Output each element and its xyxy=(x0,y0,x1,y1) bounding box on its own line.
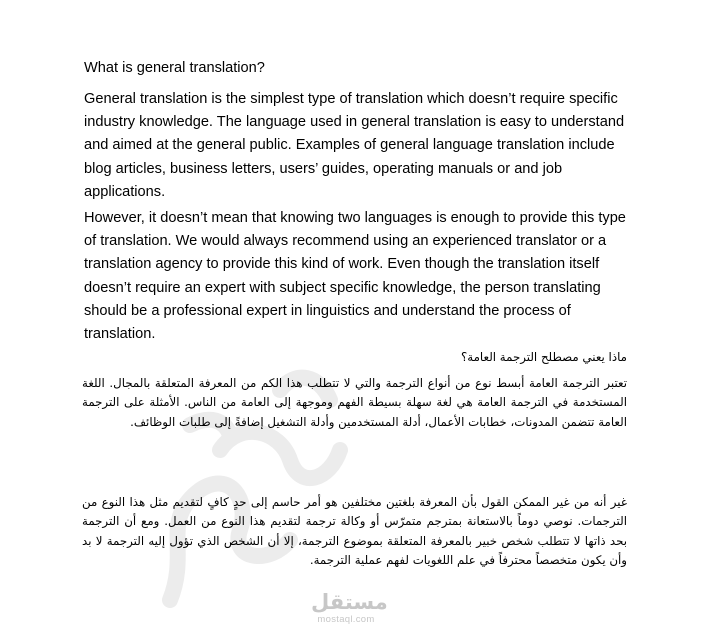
logo-wordmark: مستقل xyxy=(311,590,388,614)
mostaql-logo xyxy=(311,590,388,625)
logo-url: mostaql.com xyxy=(317,614,375,625)
english-paragraph-1: General translation is the simplest type of translation which doesn’t require specific industry knowledge. The language used in general translation is easy to understand and aimed at the general public. Examples of general language translation include blog articles, business letters, users’ guides, operating manuals or and job applications. xyxy=(84,91,625,200)
arabic-heading: ماذا يعني مصطلح الترجمة العامة؟ xyxy=(461,350,627,364)
arabic-paragraph-2: غير أنه من غير الممكن القول بأن المعرفة بلغتين مختلفين هو أمر حاسم إلى حدٍ كافٍ لتقديم مثل هذا النوع من الترجمات. نوصي دوماً بالاستعانة بمترجم متمرّس أو وكالة ترجمة لتقديم هذا النوع من العمل. ومع أن الترجمة بحد ذاتها لا تتطلب شخص خبير بالمعرفة المتعلقة بموضوع الترجمة، إلا أن الشخص الذي تؤول إليه الترجمة لا بد وأن يكون متخصصاً محترفاً في علم اللغويات لفهم عملية الترجمة. xyxy=(82,495,627,568)
english-heading: What is general translation? xyxy=(84,60,265,76)
arabic-paragraph-1: تعتبر الترجمة العامة أبسط نوع من أنواع الترجمة والتي لا تتطلب هذا الكم من المعرفة المتعلقة بالمجال. اللغة المستخدمة في الترجمة العامة هي لغة سهلة بسيطة الفهم وموجهة إلى العامة من الناس. الأمثلة على الترجمة العامة تتضمن المدونات، خطابات الأعمال، أدلة المستخدمين وأدلة التشغيل إضافةً إلى طلبات الوظائف. xyxy=(82,376,627,429)
english-paragraph-2: However, it doesn’t mean that knowing two languages is enough to provide this type of translation. We would always recommend using an experienced translator or a translation agency to provide this kind of work. Even though the translation itself doesn’t require an expert with subject specific knowledge, the person translating should be a professional expert in linguistics and understand the process of translation. xyxy=(84,210,626,343)
